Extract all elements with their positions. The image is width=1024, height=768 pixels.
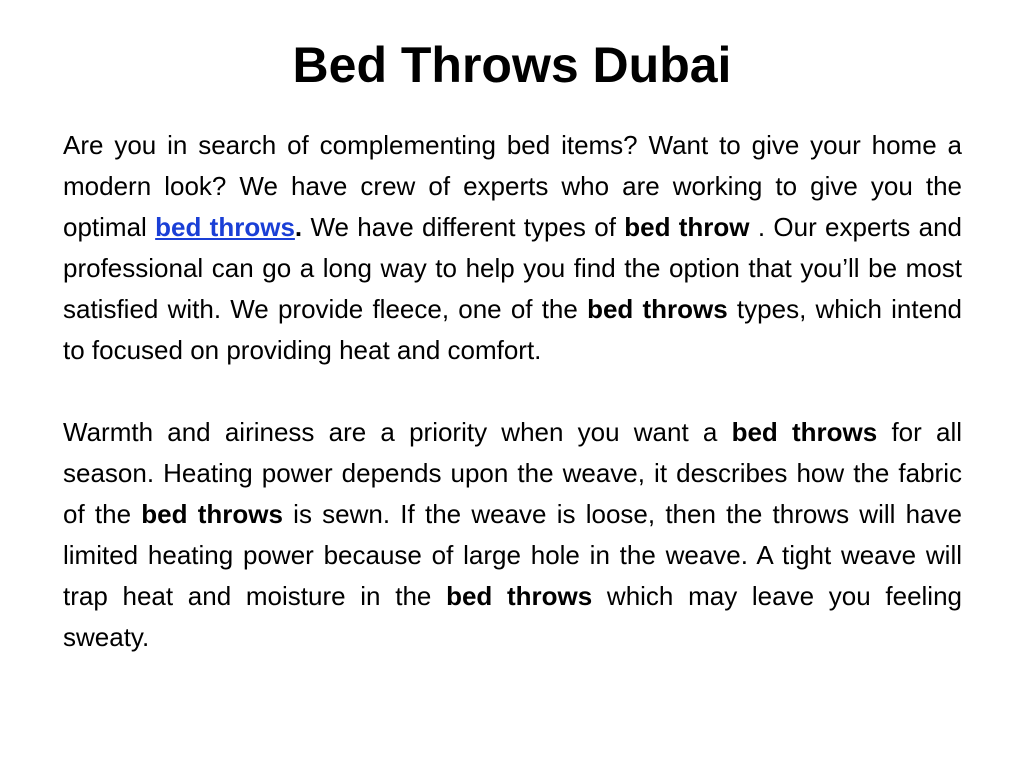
p1-text-1: Are you in search of complementing bed items? Want to give your home a modern look? We have crew of experts who are working to give you the optimal [63, 130, 962, 242]
p2-text-2: for all season. Heating power depends upon the weave, it describes how the fabric of the [63, 417, 963, 529]
paragraph-1 [63, 125, 962, 371]
bed-throws-link[interactable]: bed throws [155, 212, 295, 242]
p2-bold-2: bed throws [141, 499, 283, 529]
p1-text-4: . Our experts and professional can go a long way to help you find the option that you’ll be most satisfied with. We provide fleece, one of the [63, 212, 963, 324]
p1-period: . [294, 212, 303, 242]
p2-bold-1: bed throws [731, 417, 878, 447]
p1-bold-bed-throw: bed throw [624, 212, 750, 242]
p2-text-3: is sewn. If the weave is loose, then the throws will have limited heating power because of large hole in the weave. A tight weave will trap heat and moisture in the [63, 499, 963, 611]
page-title: Bed Throws Dubai [292, 37, 732, 93]
p2-text-4: which may leave you feeling sweaty. [63, 581, 963, 652]
p1-text-3: We have different types of [302, 212, 625, 242]
p2-bold-3: bed throws [446, 581, 593, 611]
p1-bold-bed-throws: bed throws [587, 294, 728, 324]
p2-text-1: Warmth and airiness are a priority when you want a [63, 417, 732, 447]
paragraph-2 [63, 412, 962, 658]
p1-text-5: types, which intend to focused on providing heat and comfort. [63, 294, 962, 365]
body-content [63, 125, 962, 658]
